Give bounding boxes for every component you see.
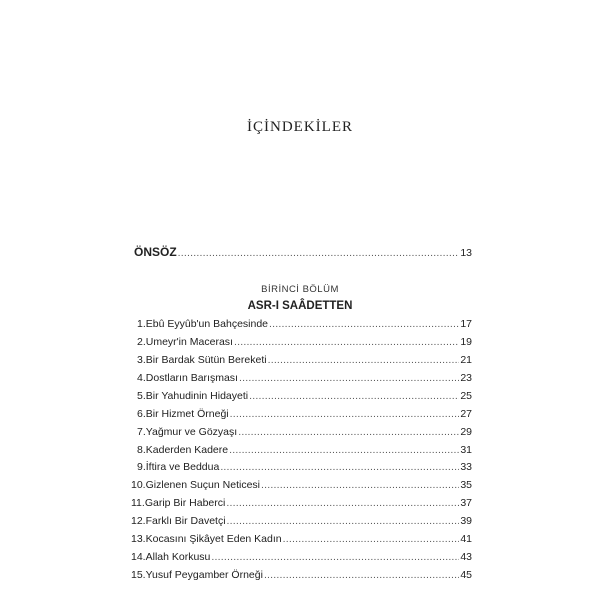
toc-entry (131, 515, 472, 531)
toc-entry-page-number: 37 (460, 497, 472, 510)
toc-entry-title: Dostların Barışması (145, 371, 238, 384)
toc-entry-label (137, 372, 238, 384)
toc-entry-label (137, 426, 237, 438)
toc-entry (137, 336, 472, 352)
dot-leader (239, 372, 459, 384)
intro-page-number: 13 (460, 247, 472, 259)
toc-entry-title: Gizlenen Suçun Neticesi (145, 479, 261, 492)
toc-entry-title: Bir Hizmet Örneği (145, 407, 229, 420)
toc-entry-number: 5. (137, 389, 146, 402)
toc-entry-title: Bir Yahudinin Hidayeti (145, 389, 249, 402)
toc-entry-title: Kaderden Kadere (145, 443, 229, 456)
toc-entry-page-number: 41 (460, 533, 472, 546)
toc-entry-page-number: 17 (460, 318, 472, 330)
dot-leader (238, 426, 459, 438)
toc-entry (137, 372, 472, 388)
toc-entry-page-number: 23 (460, 371, 472, 384)
toc-entry (131, 497, 472, 513)
dot-leader (261, 479, 459, 491)
page-title: İÇİNDEKİLER (247, 119, 353, 135)
toc-entry-page-number: 31 (460, 443, 472, 456)
toc-entry (137, 408, 472, 424)
toc-entry-number: 4. (137, 371, 146, 384)
toc-entry-title: Kocasını Şikâyet Eden Kadın (145, 533, 282, 546)
dot-leader (283, 533, 460, 545)
toc-entry-title: Umeyr'in Macerası (145, 335, 233, 348)
toc-entry-page-number: 33 (460, 461, 472, 474)
toc-entry-number: 13. (131, 533, 146, 546)
toc-entry-number: 2. (137, 335, 146, 348)
toc-entry-number: 14. (131, 551, 146, 564)
toc-entry (131, 533, 472, 549)
toc-entry-label (131, 533, 282, 545)
toc-entry-label (137, 408, 229, 420)
toc-entry-number: 10. (131, 479, 146, 492)
toc-entry-page-number: 21 (460, 353, 472, 366)
toc-entry-page-number: 45 (460, 569, 472, 582)
dot-leader (268, 354, 460, 366)
toc-entry (137, 426, 472, 442)
toc-entry-title: Bir Bardak Sütün Bereketi (145, 353, 267, 366)
toc-entry (131, 551, 472, 567)
toc-entry-number: 12. (131, 515, 146, 528)
section-title: ASR-I SAÂDETTEN (247, 300, 353, 312)
toc-entry-page-number: 29 (460, 425, 472, 438)
toc-entry-page-number: 43 (460, 551, 472, 564)
toc-entry (137, 444, 472, 460)
toc-entry-title: Yusuf Peygamber Örneği (145, 569, 263, 582)
toc-entry (137, 354, 472, 370)
toc-entry-label (137, 444, 228, 456)
toc-entry-label (137, 461, 219, 473)
toc-entry (137, 390, 472, 406)
section-label: BİRİNCİ BÖLÜM (261, 284, 339, 295)
toc-entry-number: 1. (137, 318, 146, 330)
toc-entry-number: 8. (137, 443, 146, 456)
toc-entry-label (131, 569, 263, 581)
toc-entry (131, 569, 472, 585)
toc-entry-label (131, 515, 226, 527)
dot-leader (264, 569, 459, 581)
toc-entry-number: 7. (137, 425, 146, 438)
dot-leader (226, 497, 459, 509)
dot-leader (220, 461, 459, 473)
toc-entry-number: 6. (137, 407, 146, 420)
toc-entry-title: Garip Bir Haberci (144, 497, 226, 510)
toc-entry-label (137, 318, 268, 330)
toc-entry-label (131, 551, 210, 563)
toc-entry-page-number: 25 (460, 389, 472, 402)
toc-entry (137, 461, 472, 477)
toc-entry-label (137, 336, 233, 348)
toc-entry-number: 3. (137, 353, 146, 366)
toc-entry-number: 11. (131, 497, 145, 510)
toc-entry-page-number: 39 (460, 515, 472, 528)
dot-leader (269, 318, 459, 330)
toc-entry-label (131, 497, 225, 509)
toc-entry-title: Ebû Eyyûb'un Bahçesinde (145, 318, 269, 330)
toc-entry-page-number: 19 (460, 335, 472, 348)
intro-label: ÖNSÖZ (134, 245, 177, 259)
toc-entry-number: 9. (137, 461, 146, 474)
toc-entry-title: Allah Korkusu (145, 551, 211, 564)
toc-entry-label (131, 479, 260, 491)
toc-entry-page-number: 27 (460, 407, 472, 420)
toc-entry-title: Farklı Bir Davetçi (145, 515, 226, 528)
toc-entry-title: Yağmur ve Gözyaşı (145, 425, 238, 438)
dot-leader (227, 515, 460, 527)
toc-entry (131, 479, 472, 495)
toc-entry-label (137, 390, 248, 402)
toc-entry-title: İftira ve Beddua (145, 461, 220, 474)
toc-entry (137, 318, 472, 334)
dot-leader (230, 408, 460, 420)
dot-leader (234, 336, 459, 348)
dot-leader (249, 390, 459, 402)
dot-leader (211, 551, 459, 563)
toc-entry-label (137, 354, 267, 366)
dot-leader (229, 444, 459, 456)
toc-entry-page-number: 35 (460, 479, 472, 492)
toc-entry-number: 15. (131, 569, 146, 582)
